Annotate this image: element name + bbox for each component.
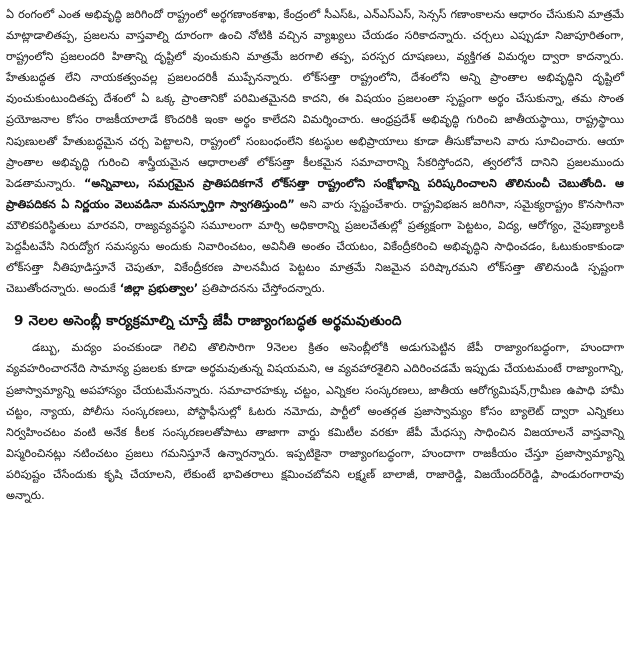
paragraph-1-quote: “అన్నివాలు, సమగ్రమైన ప్రాతిపదికగానే లోక్‌సత్తా రాష్ట్రంలోని సంక్షోభాన్ని పరిష్కరించాలని తొలినుంచీ చెబుతోంది. ఆ ప్రాతిపదికన ఏ నిర్ణయం వెలువడినా మనస్ఫూర్తిగా స్వాగతిస్తుంది”: [6, 176, 624, 211]
article-paragraph-2: డబ్బు, మద్యం పంచకుండా గెలిచి తొలిసారిగా 9నెలల క్రితం అసెంబ్లీలోకి అడుగుపెట్టిన జేపీ రాజ్యాంగబద్ధంగా, హుందాగా వ్యవహరించారనేది సామాన్య ప్రజలకు కూడా అర్థమవుతున్న విషయమని, ఆ వ్యవహారశైలిని ఎదిరించడమే ఇప్పుడు చేయటమంటే రాజ్యాంగాన్ని, ప్రజాస్వామ్యాన్ని అపహాస్యం చేయటమేనన్నారు. సమాచారహక్కు చట్టం, ఎన్నికల సంస్కరణలు, జాతీయ ఆరోగ్యమిషన్,గ్రామీణ ఉపాధి హామీ చట్టం, న్యాయ, పోలీసు సంస్కరణలు, పోస్టాఫీసుల్లో ఓటరు నమోదు, పార్టీలో అంతర్గత ప్రజాస్వామ్యం కోసం బ్యాలెట్ ద్వారా ఎన్నికలు నిర్వహించటం వంటి అనేక కీలక సంస్కరణలతోపాటు తాజాగా వార్డు కమిటీల వరకూ జేపీ మేధస్సు సాధించిన విజయాలనే వాస్తవాన్ని విస్మరించినట్లు నటించటం ప్రజలు గమనిస్తూనే ఉన్నారన్నారు. ఇప్పటికైనా రాజ్యాంగబద్ధంగా, హుందాగా రాజకీయం చేస్తూ ప్రజాస్వామ్యాన్ని పరిపుష్టం చేసేందుకు కృషి చేయాలని, లేకుంటే భావితరాలు క్షమించబోవని లక్ష్మణ్ బాలాజీ, రాజారెడ్డి, విజయేందర్‌రెడ్డి, పాండురంగారావు అన్నారు.: [6, 341, 624, 502]
district-governments-phrase: ‘జిల్లా ప్రభుత్వాల’: [119, 282, 199, 296]
article-paragraph-1: [6, 4, 624, 299]
paragraph-1-body: ఏ రంగంలో ఎంత అభివృద్ధి జరిగిందో రాష్ట్రంలో అర్థగణాంకశాఖ, కేంద్రంలో సీఎస్ఓ, ఎన్ఎస్ఎస్, సెన్సస్ గణాంకాలను ఆధారం చేసుకుని మాత్రమే మాట్లాడాలితప్ప, ప్రజలను వాస్తవాల్ని దూరంగా ఉంచి నోటికి వచ్చిన వ్యాఖ్యలు చేయడం సరికాదన్నారు. చర్చలు ఎప్పుడూ నిజాపూరితంగా, రాష్ట్రంలోని ప్రజలందరి హితాన్ని దృష్టిలో వుంచుకుని మాత్రమే జరగాలి తప్ప, పరస్పర దూషణలు, వ్యక్తిగత విమర్శల ద్వారా కాదన్నారు. హేతుబద్ధత లేని నాయకత్వంవల్ల ప్రజలందరికీ ముప్పేనన్నారు. లోక్‌సత్తా రాష్ట్రంలోని, దేశంలోని అన్ని ప్రాంతాల అభివృద్ధిని దృష్టిలో వుంచుకుంటుందితప్ప దేశంలో ఏ ఒక్క ప్రాంతానికో పరిమితమైనది కాదని, ఈ విషయం ప్రజలంతా స్పష్టంగా అర్థం చేసుకున్నా, తమ సొంత ప్రయోజనాల కోసం రాజకీయాలాడే కొందరికి ఇంకా అర్థం కాలేదని విమర్శించారు. ఆంధ్రప్రదేశ్ అభివృద్ధి గురించి జాతీయస్థాయి, రాష్ట్రస్థాయి నిపుణులతో హేతుబద్ధమైన చర్చ పెట్టాలని, రాష్ట్రంలో సంబంధంలేని కటస్థుల అభిప్రాయాలు కూడా తీసుకోవాలని వారు సూచించారు. ఆయా ప్రాంతాల అభివృద్ధి గురించి శాస్త్రీయమైన ఆధారాలతో లోక్‌సత్తా కీలకమైన సమాచారాన్ని సేకరిస్తోందని, త్వరలోనే దానిని ప్రజలముందు పెడతామన్నారు.: [6, 8, 624, 190]
section-heading: 9 నెలల అసెంబ్లీ కార్యక్రమాల్ని చూస్తే జేపీ రాజ్యాంగబద్ధత అర్థమవుతుంది: [14, 313, 402, 330]
paragraph-1-end: ప్రతిపాదనను చేస్తోందన్నారు.: [198, 282, 326, 296]
paragraph-1-tail: అని వారు స్పష్టంచేశారు. రాష్ట్రవిభజన జరిగినా, సమైక్యరాష్ట్రం కొనసాగినా మౌలికపరిస్థితులు మారవని, రాజ్యవ్యవస్థని సమూలంగా మార్చి అధికారాన్ని ప్రజలచేతుల్లో ప్రత్యక్షంగా పెట్టటం, విద్య, ఆరోగ్యం, నైపుణ్యాలకి పెద్దపీటవేసి నిరుద్యోగ సమస్యను అందుకు నివారించటం, అవినీతి అంతం చేయటం, వికేంద్రీకరించి అభివృద్ధిని సాధించడం, ఓటుకుంకాకుండా లోక్‌సత్తా నీతిపూడిస్తూనే చెపుతూ, వికేంద్రీకరణ పాలనమీద పెట్టటం మాత్రమే నిజమైన పరిష్కారమని లోక్‌సత్తా తొలినుండి స్పష్టంగా చెబుతోందన్నారు. అందుకే: [6, 197, 624, 296]
